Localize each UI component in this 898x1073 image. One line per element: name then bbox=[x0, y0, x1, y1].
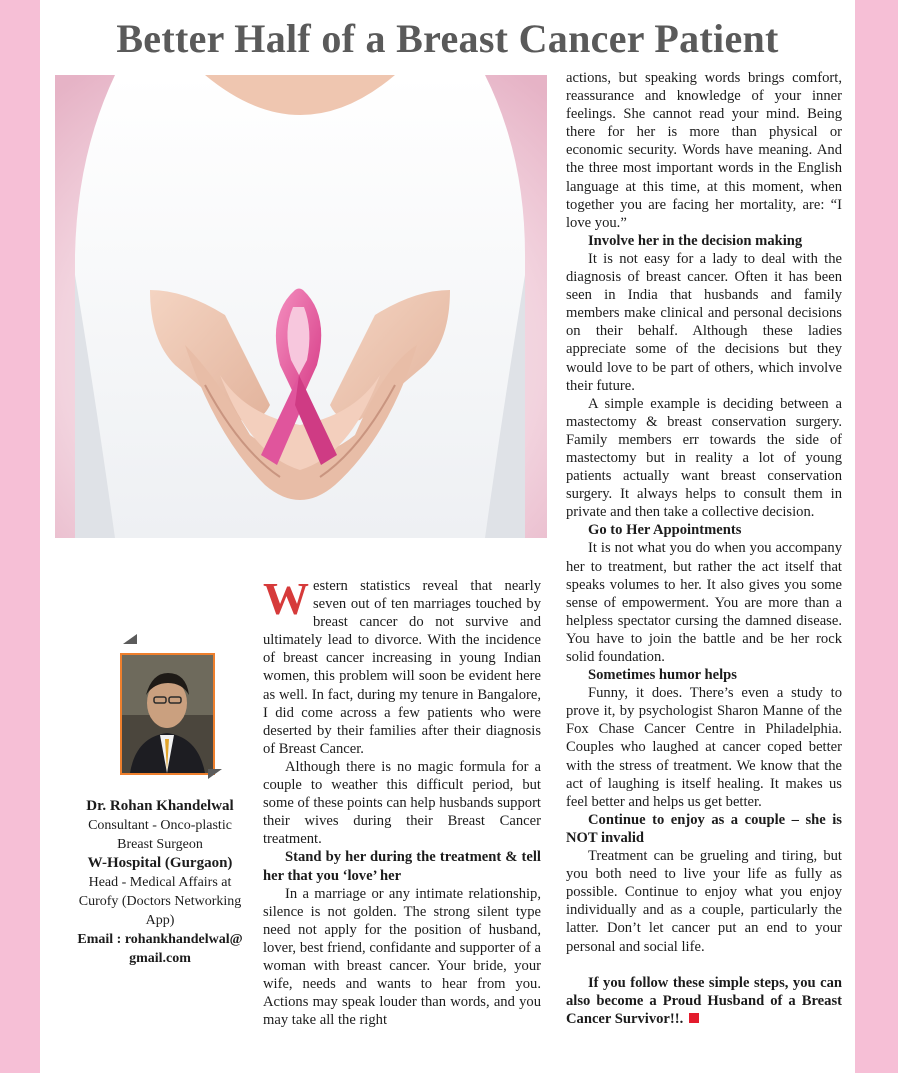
author-position: Head - Medical Affairs at Curofy (Doctors Networking App) bbox=[78, 875, 242, 928]
hero-ribbon-photo bbox=[55, 75, 547, 538]
subheading-stand-by-her: Stand by her during the treatment & tell her that you ‘love’ her bbox=[263, 849, 541, 884]
paragraph-3-continued: actions, but speaking words brings comfort, reassurance and knowledge of your inner feelings. She cannot read your mind. Being there for her is more than physical or economic security. Words have meaning. And the three most important words in the English language at this time, at this moment, when together you are facing her mortality, are: “I love you.” bbox=[566, 70, 842, 231]
closing-text: If you follow these simple steps, you can also become a Proud Husband of a Breast Cancer Survivor!!. bbox=[566, 974, 842, 1027]
author-hospital: W-Hospital (Gurgaon) bbox=[87, 855, 233, 871]
author-name: Dr. Rohan Khandelwal bbox=[86, 798, 234, 814]
closing-statement bbox=[566, 974, 842, 1028]
author-info bbox=[70, 797, 250, 968]
author-photo bbox=[120, 653, 215, 775]
article-column-right bbox=[566, 69, 842, 1028]
article-title: Better Half of a Breast Cancer Patient bbox=[116, 16, 779, 61]
red-square-icon bbox=[689, 1013, 699, 1023]
intro-text: estern statistics reveal that nearly seven out of ten marriages touched by breast cancer do not survive and ultimately lead to divorce. With the incidence of breast cancer increasing in young Indian women, this problem will soon be evident here as well. In fact, during my tenure in Bangalore, I did come across a few patients who were deserted by their families after their diagnosis of Breast Cancer. bbox=[263, 578, 541, 757]
author-photo-card bbox=[110, 642, 220, 777]
right-pink-band bbox=[855, 0, 898, 1073]
paragraph-2: Although there is no magic formula for a couple to weather this difficult period, but some of these points can help husbands support their wives during their Breast Cancer treatment. bbox=[263, 758, 541, 848]
paragraph-7: Funny, it does. There’s even a study to prove it, by psychologist Sharon Manne of the Fox Chase Cancer Centre in Philadelphia. Couples who laughed at cancer coped better with the stress of treatment. We know that the act of laughing is itself healing. It makes us feel better and helps us get better. bbox=[566, 685, 842, 810]
spacer bbox=[566, 956, 842, 974]
author-email-line-1: Email : rohankhandelwal@ bbox=[77, 932, 243, 947]
author-role: Consultant - Onco-plastic Breast Surgeon bbox=[88, 818, 232, 852]
paragraph-6: It is not what you do when you accompany her to treatment, but rather the act itself that speaks volumes to her. It also gives you some sense of empowerment. You are more than a helpless spectator cursing the damned disease. You have to join the battle and be her rock solid foundation. bbox=[566, 540, 842, 665]
subheading-appointments: Go to Her Appointments bbox=[588, 522, 742, 539]
subheading-humor: Sometimes humor helps bbox=[588, 667, 737, 684]
left-pink-band bbox=[0, 0, 40, 1073]
author-email-line-2: gmail.com bbox=[129, 951, 191, 966]
drop-cap: W bbox=[263, 573, 309, 624]
paragraph-4: It is not easy for a lady to deal with the diagnosis of breast cancer. Often it has been seen in India that husbands and family members make clinical and personal decisions on their behalf. Although these ladies appreciate some of the decisions but they would love to be part of others, which involve their future. bbox=[566, 250, 842, 394]
paragraph-5: A simple example is deciding between a mastectomy & breast conservation surgery. Family members err towards the side of mastectomy but in reality a lot of young patients actually want breast conservation surgery. It always helps to consult them in private and then take a collective decision. bbox=[566, 395, 842, 521]
article-column-middle bbox=[263, 573, 541, 1029]
decorative-corner-triangle bbox=[123, 634, 137, 644]
subheading-continue-to-enjoy: Continue to enjoy as a couple – she is NOT invalid bbox=[566, 811, 842, 846]
intro-paragraph bbox=[263, 573, 541, 758]
decorative-corner-triangle bbox=[208, 769, 222, 779]
paragraph-8: Treatment can be grueling and tiring, but you both need to live your life as fully as possible. Continue to enjoy what you enjoy individually and as a couple, particularly the latter. Don’t let cancer put an end to your personal and social life. bbox=[566, 848, 842, 955]
subheading-involve-her: Involve her in the decision making bbox=[588, 232, 803, 249]
paragraph-3: In a marriage or any intimate relationship, silence is not golden. The strong silent type need not apply for the position of husband, lover, best friend, confidante and supporter of a woman with breast cancer. Your bride, your wife, needs and wants to hear from you. Actions may speak louder than words, and you may take all the right bbox=[263, 885, 541, 1029]
